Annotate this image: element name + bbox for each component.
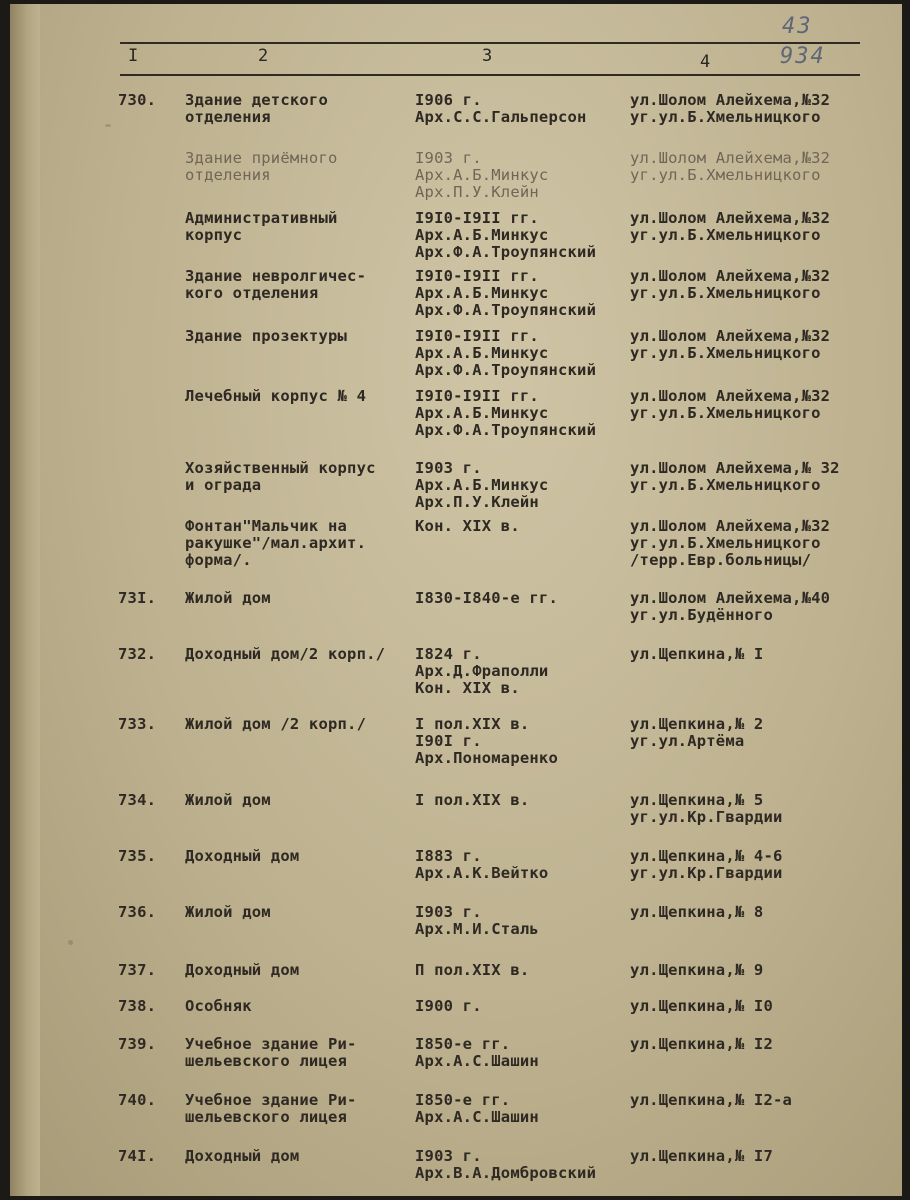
address: ул.Шолом Алейхема,№32 уг.ул.Б.Хмельницкого /терр.Евр.больницы/ <box>630 517 831 569</box>
page-stain <box>105 124 111 127</box>
object-name: Доходный дом <box>185 961 300 979</box>
handwritten-page-number-alt: 934 <box>780 44 826 69</box>
object-name: Доходный дом/2 корп./ <box>185 645 386 663</box>
entry-number: 737. <box>118 961 157 979</box>
date-architect: I903 г. Арх.В.А.Домбровский <box>415 1147 597 1182</box>
object-name: Здание прозектуры <box>185 327 348 345</box>
date-architect: I850-е гг. Арх.А.С.Шашин <box>415 1035 539 1070</box>
date-architect: П пол.XIX в. <box>415 961 530 979</box>
object-name: Жилой дом <box>185 903 271 921</box>
address: ул.Щепкина,№ 8 <box>630 903 764 921</box>
address: ул.Шолом Алейхема,№ 32 уг.ул.Б.Хмельницкого <box>630 459 840 494</box>
object-name: Доходный дом <box>185 847 300 865</box>
address: ул.Щепкина,№ I <box>630 645 764 663</box>
date-architect: I850-е гг. Арх.А.С.Шашин <box>415 1091 539 1126</box>
column-number-4: 4 <box>700 52 711 72</box>
object-name: Здание приёмного отделения <box>185 149 338 184</box>
date-architect: I9I0-I9II гг. Арх.А.Б.Минкус Арх.Ф.А.Троупянский <box>415 267 597 319</box>
object-name: Жилой дом <box>185 589 271 607</box>
object-name: Жилой дом <box>185 791 271 809</box>
address: ул.Шолом Алейхема,№32 уг.ул.Б.Хмельницкого <box>630 91 831 126</box>
entry-number: 734. <box>118 791 157 809</box>
date-architect: I824 г. Арх.Д.Фраполли Кон. XIX в. <box>415 645 549 697</box>
entry-number: 735. <box>118 847 157 865</box>
column-number-3: 3 <box>482 46 493 66</box>
entry-number: 73I. <box>118 589 157 607</box>
address: ул.Щепкина,№ I2-а <box>630 1091 793 1109</box>
column-number-2: 2 <box>258 46 269 66</box>
entry-number: 738. <box>118 997 157 1015</box>
date-architect: I903 г. Арх.М.И.Сталь <box>415 903 539 938</box>
entry-number: 732. <box>118 645 157 663</box>
address: ул.Шолом Алейхема,№32 уг.ул.Б.Хмельницкого <box>630 387 831 422</box>
object-name: Особняк <box>185 997 252 1015</box>
address: ул.Шолом Алейхема,№32 уг.ул.Б.Хмельницкого <box>630 209 831 244</box>
entry-number: 730. <box>118 91 157 109</box>
date-architect: I9I0-I9II гг. Арх.А.Б.Минкус Арх.Ф.А.Троупянский <box>415 387 597 439</box>
date-architect: I903 г. Арх.А.Б.Минкус Арх.П.У.Клейн <box>415 149 549 201</box>
address: ул.Шолом Алейхема,№32 уг.ул.Б.Хмельницкого <box>630 149 831 184</box>
address: ул.Шолом Алейхема,№32 уг.ул.Б.Хмельницкого <box>630 267 831 302</box>
address: ул.Шолом Алейхема,№32 уг.ул.Б.Хмельницкого <box>630 327 831 362</box>
object-name: Здание детского отделения <box>185 91 328 126</box>
page-edge-shadow <box>10 4 40 1196</box>
date-architect: I9I0-I9II гг. Арх.А.Б.Минкус Арх.Ф.А.Троупянский <box>415 327 597 379</box>
object-name: Фонтан"Мальчик на ракушке"/мал.архит. форма/. <box>185 517 367 569</box>
date-architect: I903 г. Арх.А.Б.Минкус Арх.П.У.Клейн <box>415 459 549 511</box>
object-name: Административный корпус <box>185 209 338 244</box>
address: ул.Шолом Алейхема,№40 уг.ул.Будённого <box>630 589 831 624</box>
entry-number: 739. <box>118 1035 157 1053</box>
page-stain <box>68 940 73 945</box>
address: ул.Щепкина,№ 2 уг.ул.Артёма <box>630 715 764 750</box>
object-name: Хозяйственный корпус и ограда <box>185 459 376 494</box>
address: ул.Щепкина,№ 5 уг.ул.Кр.Гвардии <box>630 791 783 826</box>
address: ул.Щепкина,№ 4-6 уг.ул.Кр.Гвардии <box>630 847 783 882</box>
date-architect: I пол.XIX в. I90I г. Арх.Пономаренко <box>415 715 558 767</box>
entry-number: 740. <box>118 1091 157 1109</box>
handwritten-page-number: 43 <box>782 14 813 39</box>
header-rule-top <box>120 42 860 44</box>
object-name: Учебное здание Ри- шельевского лицея <box>185 1035 357 1070</box>
column-number-1: I <box>128 46 139 66</box>
address: ул.Щепкина,№ 9 <box>630 961 764 979</box>
address: ул.Щепкина,№ I2 <box>630 1035 773 1053</box>
date-architect: I906 г. Арх.С.С.Гальперсон <box>415 91 587 126</box>
entry-number: 736. <box>118 903 157 921</box>
object-name: Учебное здание Ри- шельевского лицея <box>185 1091 357 1126</box>
document-page <box>10 4 902 1196</box>
address: ул.Щепкина,№ I7 <box>630 1147 773 1165</box>
object-name: Доходный дом <box>185 1147 300 1165</box>
object-name: Жилой дом /2 корп./ <box>185 715 367 733</box>
entry-number: 74I. <box>118 1147 157 1165</box>
date-architect: Кон. XIX в. <box>415 517 520 535</box>
date-architect: I883 г. Арх.А.К.Вейтко <box>415 847 549 882</box>
date-architect: I9I0-I9II гг. Арх.А.Б.Минкус Арх.Ф.А.Троупянский <box>415 209 597 261</box>
date-architect: I830-I840-е гг. <box>415 589 558 607</box>
date-architect: I пол.XIX в. <box>415 791 530 809</box>
header-rule-bottom <box>120 74 860 76</box>
object-name: Здание невролгичес- кого отделения <box>185 267 367 302</box>
address: ул.Щепкина,№ I0 <box>630 997 773 1015</box>
entry-number: 733. <box>118 715 157 733</box>
date-architect: I900 г. <box>415 997 482 1015</box>
object-name: Лечебный корпус № 4 <box>185 387 367 405</box>
